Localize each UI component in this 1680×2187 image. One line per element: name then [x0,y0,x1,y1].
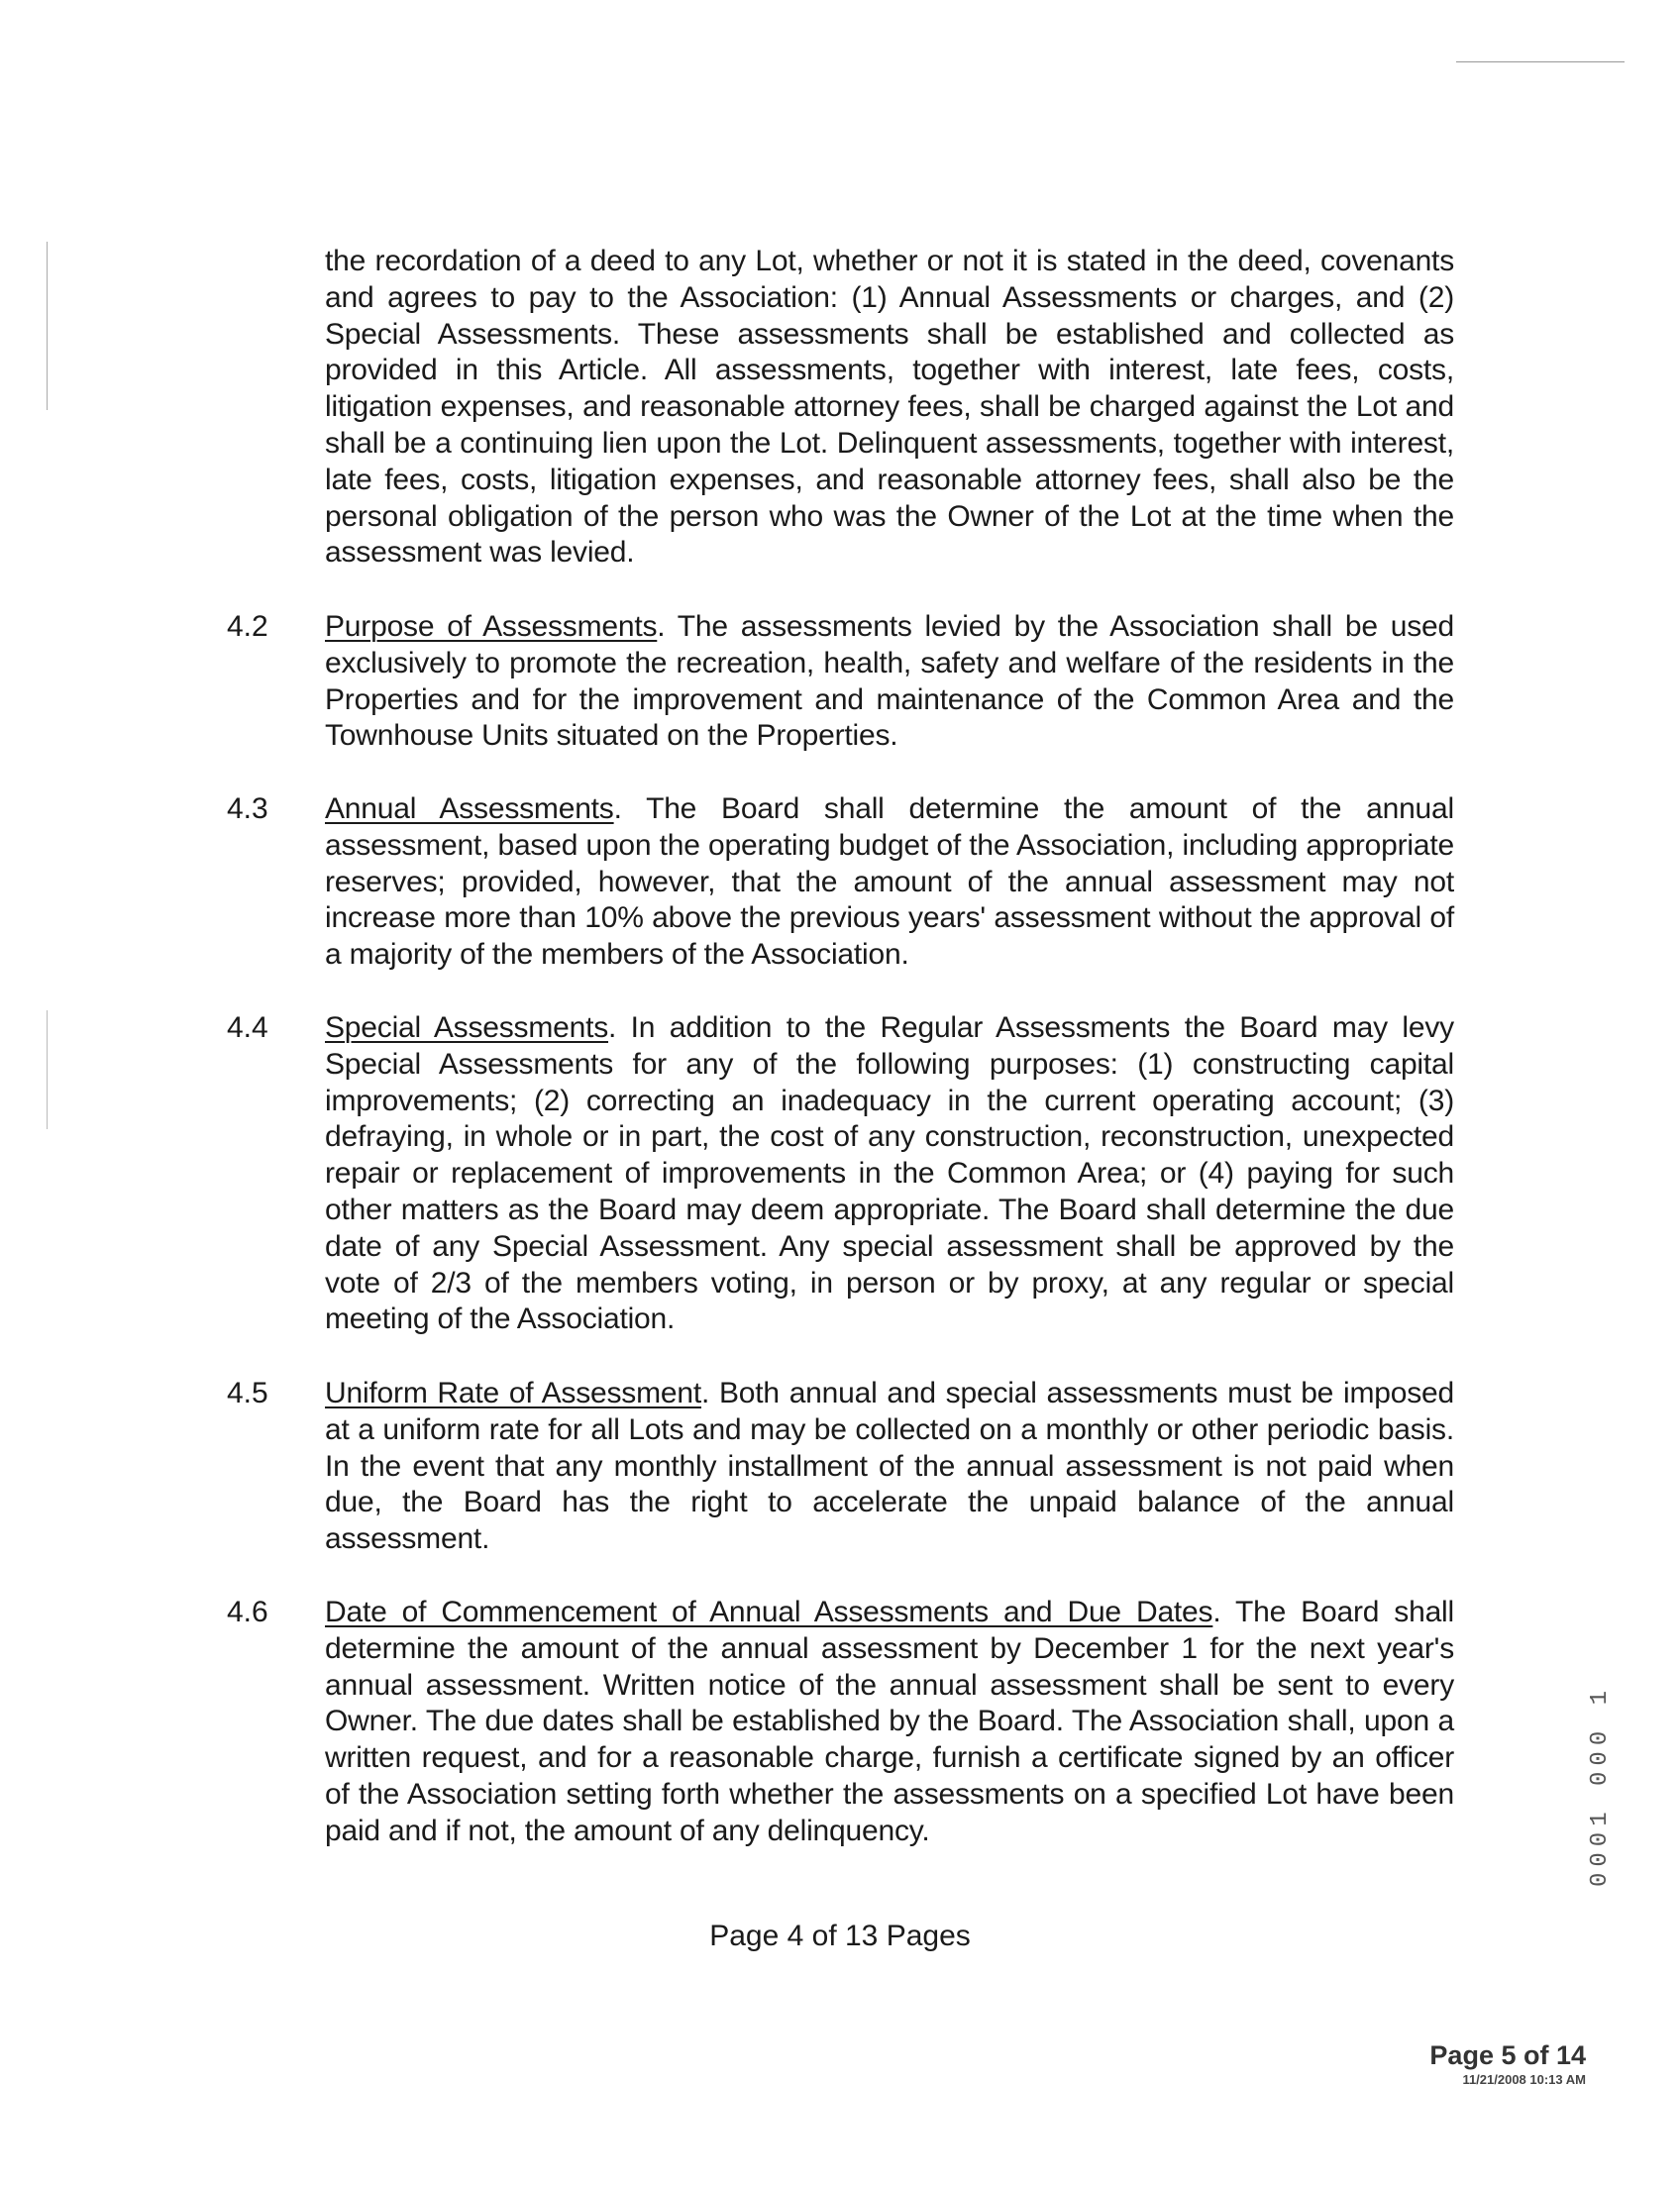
scan-artifact-line [1456,61,1625,62]
page-footer: Page 4 of 13 Pages [709,1920,971,1952]
section-number: 4.3 [227,792,268,825]
section-body: . Both annual and special assessments must be imposed at a uniform rate for all Lots and may be collected on a monthly or other periodic basis. In the event that any monthly installment of the annual assessment is not paid when due, the Board has the right to accelerate the unpaid balance of the annual assessment. [325,1377,1454,1556]
section-heading: Special Assessments [325,1011,609,1044]
scan-artifact-line [47,1010,48,1129]
section-heading: Uniform Rate of Assessment [325,1377,701,1409]
intro-paragraph [325,244,1454,572]
section-4-6 [325,1595,1454,1850]
section-4-3 [325,791,1454,974]
scan-artifact-line [47,242,48,410]
intro-text: the recordation of a deed to any Lot, whether or not it is stated in the deed, covenants and agrees to pay to the Association: (1) Annual Assessments or charges, and (2) Special Assessments. These assessments shall be established and collected as provided in this Article. All assessments, together with interest, late fees, costs, litigation expenses, and reasonable attorney fees, shall be charged against the Lot and shall be a continuing lien upon the Lot. Delinquent assessments, together with interest, late fees, costs, litigation expenses, and reasonable attorney fees, shall also be the personal obligation of the person who was the Owner of the Lot at the time when the assessment was levied. [325,245,1454,570]
section-number: 4.6 [227,1596,268,1628]
section-heading: Purpose of Assessments [325,610,658,643]
fax-page-number: Page 5 of 14 [1429,2040,1586,2070]
section-heading: Date of Commencement of Annual Assessments and Due Dates [325,1596,1213,1628]
section-4-5 [325,1376,1454,1558]
section-heading: Annual Assessments [325,792,614,825]
section-body: . In addition to the Regular Assessments the Board may levy Special Assessments for any of the following purposes: (1) constructing capital improvements; (2) correcting an inadequacy in the current operating account; (3) defraying, in whole or in part, the cost of any construction, reconstruction, unexpected repair or replacement of improvements in the Common Area; or (4) paying for such other matters as the Board may deem appropriate. The Board shall determine the due date of any Special Assessment. Any special assessment shall be approved by the vote of 2/3 of the members voting, in person or by proxy, at any regular or special meeting of the Association. [325,1011,1454,1336]
section-body: . The Board shall determine the amount of the annual assessment, based upon the operating budget of the Association, including appropriate reserves; provided, however, that the amount of the annual assessment may not increase more than 10% above the previous years' assessment without the approval of a majority of the members of the Association. [325,792,1454,972]
section-body: . The assessments levied by the Association shall be used exclusively to promote the recreation, health, safety and welfare of the residents in the Properties and for the improvement and maintenance of the Common Area and the Townhouse Units situated on the Properties. [325,610,1454,753]
section-number: 4.5 [227,1377,268,1409]
margin-stamp: 0001 000 1 [1587,1684,1614,1887]
section-number: 4.2 [227,610,268,643]
section-4-4 [325,1010,1454,1338]
section-4-2 [325,609,1454,755]
section-number: 4.4 [227,1011,268,1044]
section-body: . The Board shall determine the amount of the annual assessment by December 1 for the next year's annual assessment. Written notice of the annual assessment shall be sent to every Owner. The due dates shall be established by the Board. The Association shall, upon a written request, and for a reasonable charge, furnish a certificate signed by an officer of the Association setting forth whether the assessments on a specified Lot have been paid and if not, the amount of any delinquency. [325,1596,1454,1847]
fax-timestamp: 11/21/2008 10:13 AM [1462,2072,1586,2087]
